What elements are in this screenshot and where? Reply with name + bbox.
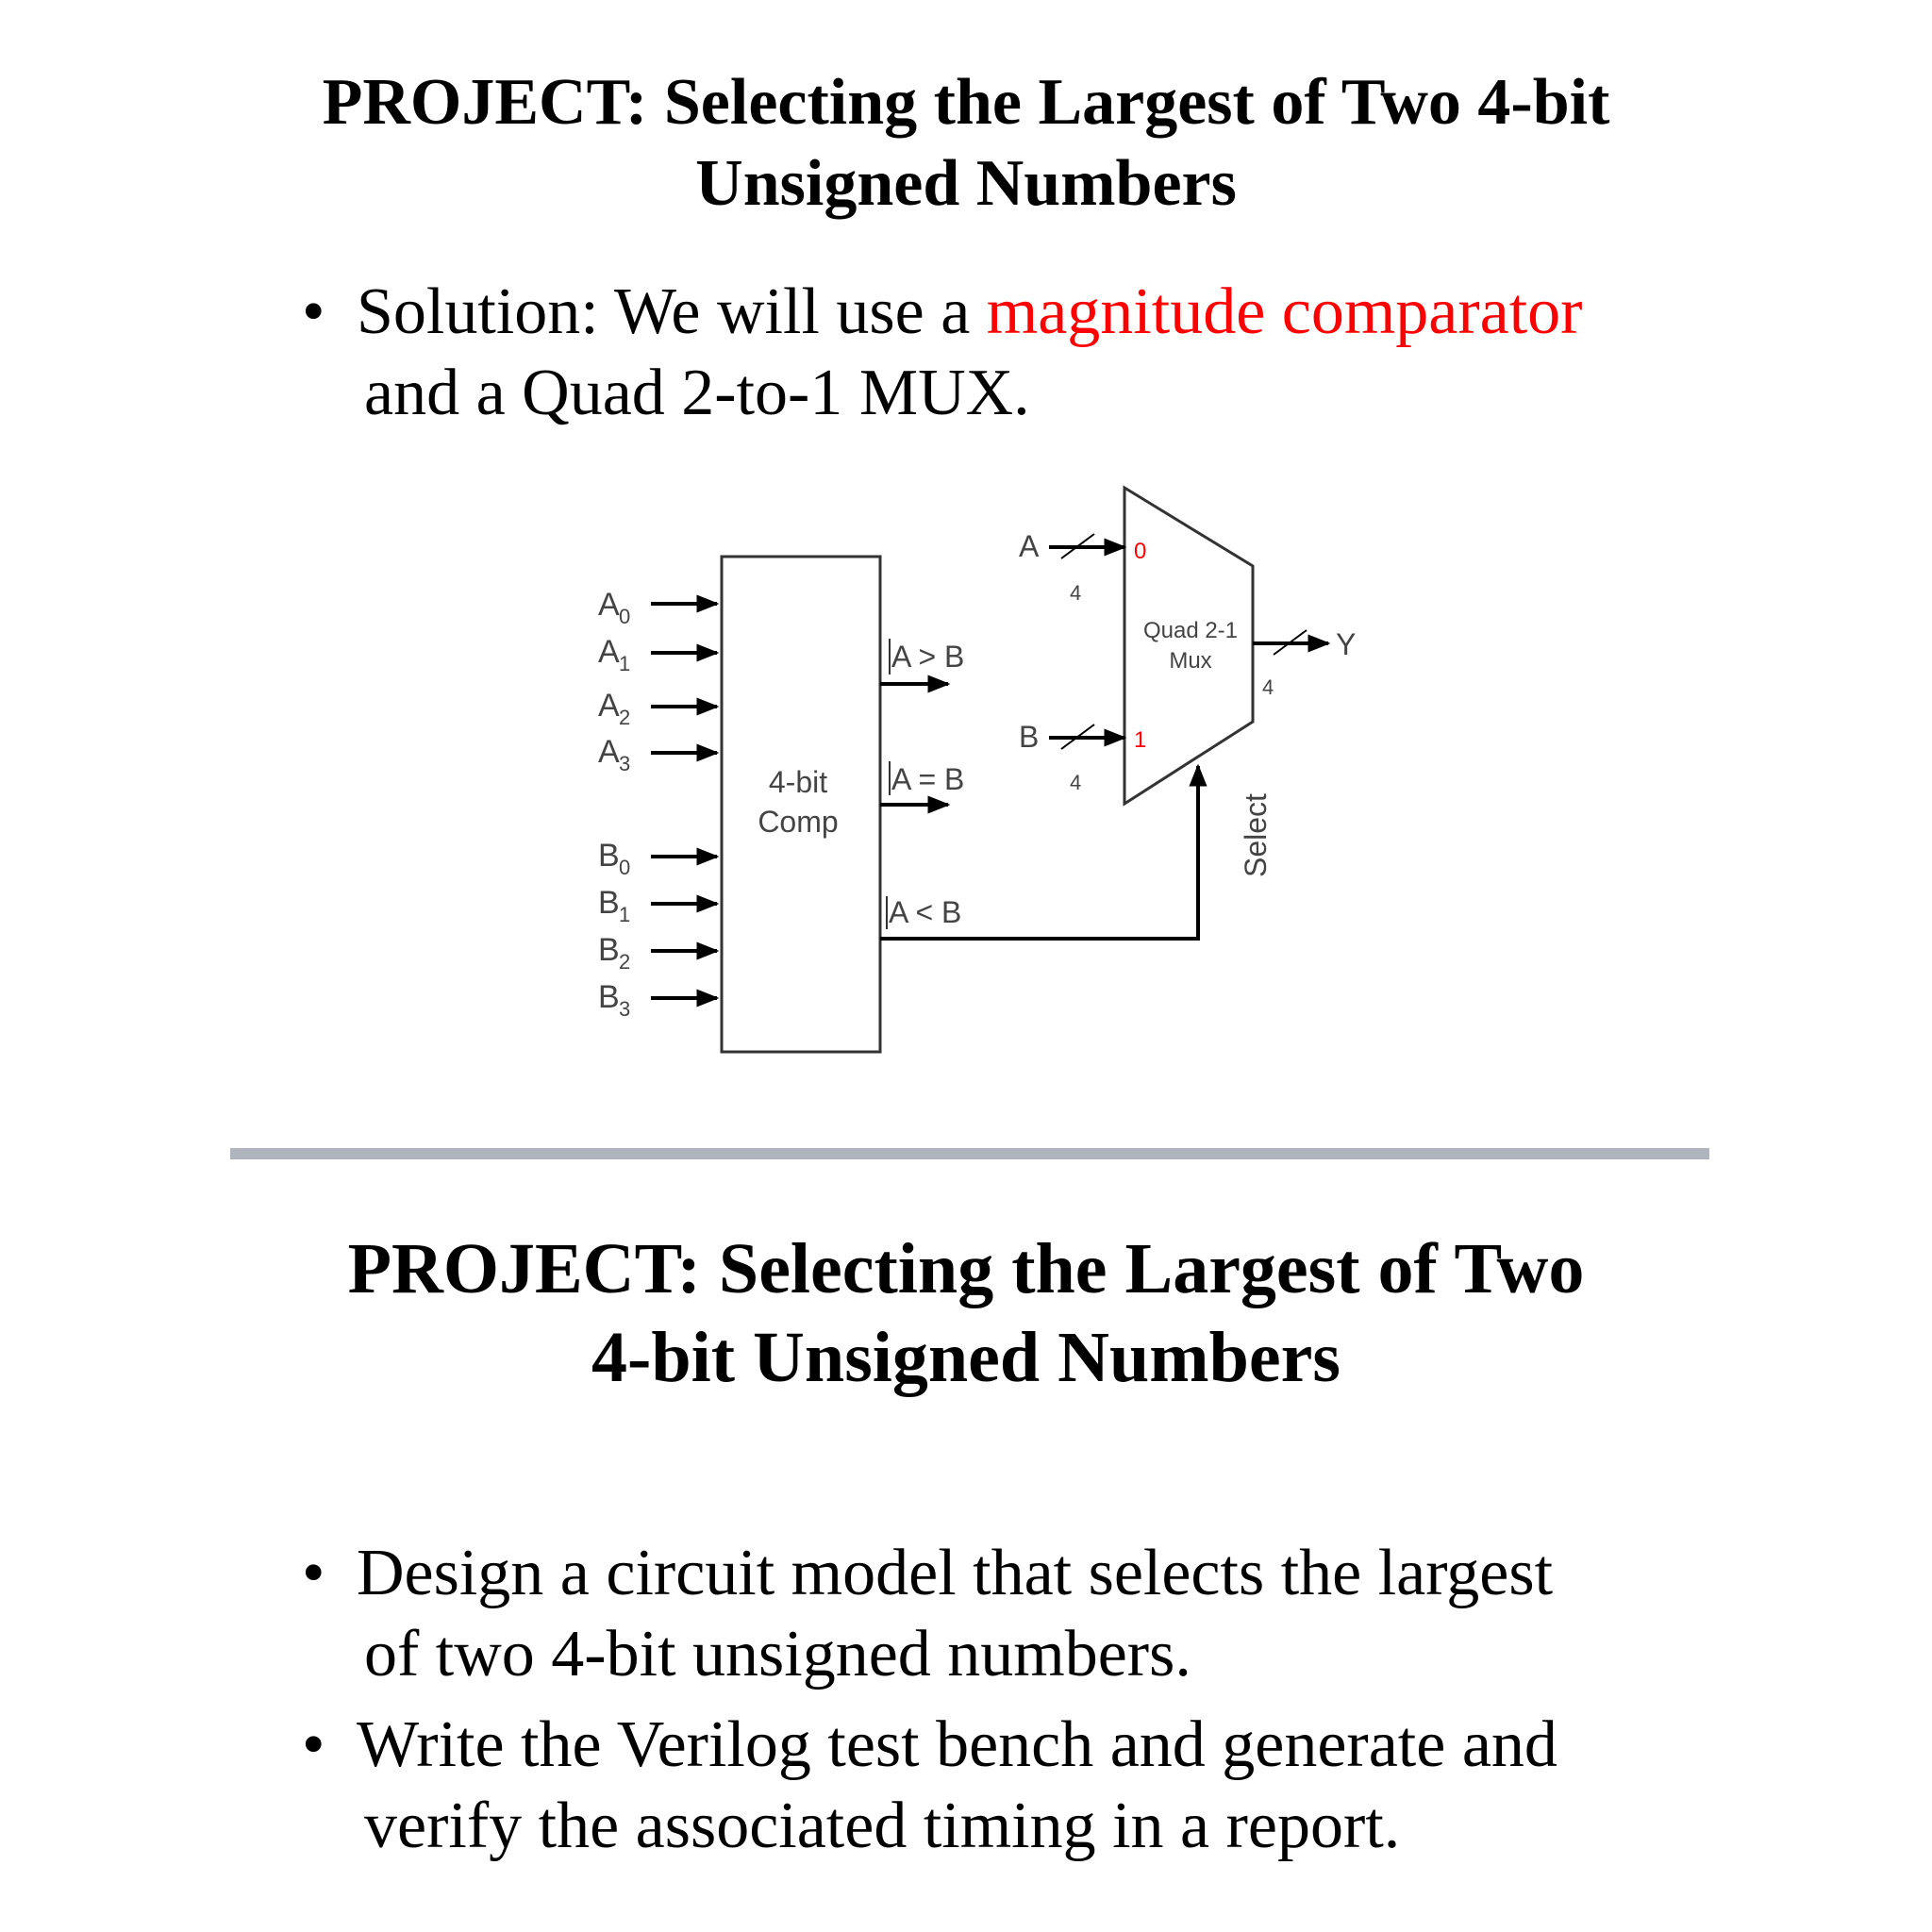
slide2-bullet2-line1: Write the Verilog test bench and generate and xyxy=(357,1708,1557,1781)
slide2-title xyxy=(0,1224,1932,1402)
input-a3 xyxy=(598,734,717,775)
mux-output-width: 4 xyxy=(1262,675,1274,699)
input-a1-sub: 1 xyxy=(619,652,631,675)
slide2-bullet1-line1: Design a circuit model that selects the largest xyxy=(357,1537,1554,1609)
input-a3-sub: 3 xyxy=(619,752,631,775)
mux-select-1-label: 1 xyxy=(1134,727,1147,753)
input-b2 xyxy=(598,932,717,974)
comparator-block xyxy=(722,557,880,1052)
mux-label-line1: Quad 2-1 xyxy=(1142,618,1239,643)
mux-trapezoid xyxy=(1124,488,1253,804)
slide2-title-line1: PROJECT: Selecting the Largest of Two xyxy=(347,1229,1585,1308)
input-a1-letter: A xyxy=(598,634,620,670)
a-inputs xyxy=(598,587,717,775)
mux-input-a-width: 4 xyxy=(1070,581,1082,605)
solution-highlight: magnitude comparator xyxy=(986,275,1583,348)
input-a0 xyxy=(598,587,717,628)
slide2-bullet1-line2: of two 4-bit unsigned numbers. xyxy=(364,1618,1191,1690)
mux-label-line2: Mux xyxy=(1169,648,1212,674)
slide1-title-line1: PROJECT: Selecting the Largest of Two 4-bit xyxy=(322,66,1610,139)
mux-input-b-label: B xyxy=(1019,720,1040,754)
input-b0-sub: 0 xyxy=(619,856,631,879)
input-b1 xyxy=(598,885,717,926)
output-gt-label: A > B xyxy=(891,640,965,674)
input-a2-sub: 2 xyxy=(619,706,631,729)
input-b1-sub: 1 xyxy=(619,903,631,926)
output-eq-label: A = B xyxy=(891,762,965,796)
mux-input-b-width: 4 xyxy=(1070,771,1082,794)
input-b0-letter: B xyxy=(598,838,620,874)
input-b0 xyxy=(598,838,717,879)
slide-divider xyxy=(230,1148,1709,1159)
input-a0-letter: A xyxy=(598,587,620,623)
input-b1-letter: B xyxy=(598,885,620,921)
slide2-bullet xyxy=(302,1705,1557,1867)
input-a2-letter: A xyxy=(598,688,620,724)
input-a3-letter: A xyxy=(598,734,620,770)
input-a1 xyxy=(598,634,717,675)
mux-block xyxy=(1019,488,1356,877)
slide2-bullet2-line2: verify the associated timing in a report. xyxy=(364,1790,1401,1862)
input-b3 xyxy=(598,979,717,1021)
comparator-label-line1: 4-bit xyxy=(768,765,828,799)
input-b3-letter: B xyxy=(598,979,620,1015)
bullet-dot-icon: • xyxy=(302,1708,325,1781)
output-lt-label: A < B xyxy=(889,895,962,929)
solution-prefix: Solution: We will use a xyxy=(357,275,987,348)
bullet-dot-icon: • xyxy=(302,1537,325,1609)
slide2-bullet-list xyxy=(302,1533,1557,1876)
slide1-title-line2: Unsigned Numbers xyxy=(695,147,1237,220)
input-b2-letter: B xyxy=(598,932,620,968)
b-inputs xyxy=(598,838,717,1021)
select-label: Select xyxy=(1239,793,1273,877)
mux-input-a-label: A xyxy=(1019,529,1040,563)
slide2-title-line2: 4-bit Unsigned Numbers xyxy=(591,1318,1341,1397)
input-a2 xyxy=(598,688,717,729)
slide2-bullet xyxy=(302,1533,1557,1695)
bullet-dot-icon: • xyxy=(302,275,325,348)
comparator-label-line2: Comp xyxy=(758,805,839,839)
input-b3-sub: 3 xyxy=(619,997,631,1021)
solution-line2: and a Quad 2-to-1 MUX. xyxy=(364,357,1030,429)
input-a0-sub: 0 xyxy=(619,605,631,628)
mux-select-0-label: 0 xyxy=(1134,539,1147,564)
input-b2-sub: 2 xyxy=(619,950,631,974)
mux-output-label: Y xyxy=(1336,627,1357,661)
